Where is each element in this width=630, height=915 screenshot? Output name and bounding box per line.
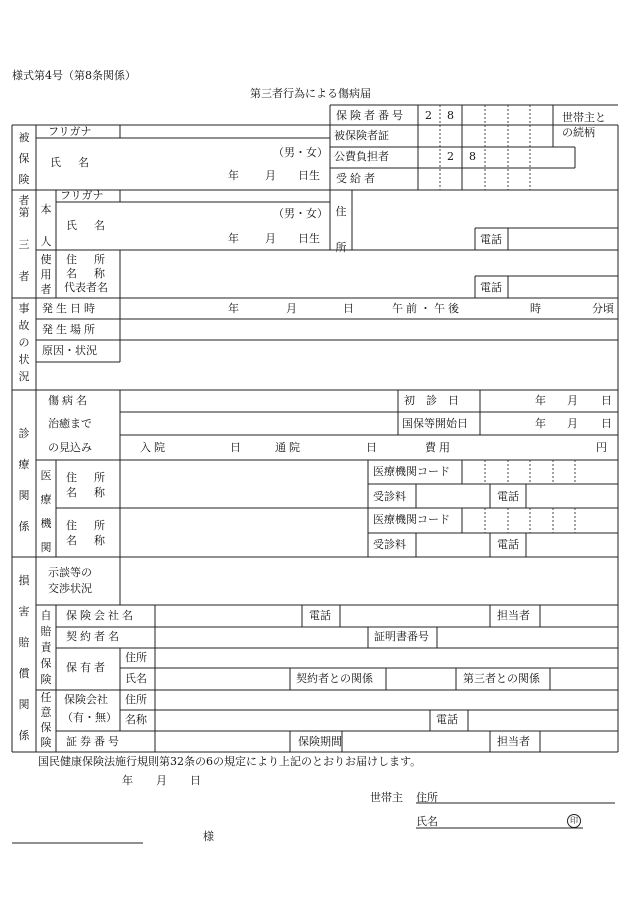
insurer-number-digit-2: 8 [447, 109, 454, 122]
householder-name-label: 氏名 [416, 815, 438, 828]
insured-name-label: 氏 名 [50, 156, 92, 169]
cost-unit: 円 [596, 441, 607, 454]
institution-1-code-label: 医療機関コード [373, 465, 450, 478]
household-relation-label-2: の続柄 [562, 126, 595, 139]
policy-number-label: 証券番号 [66, 735, 122, 748]
insurance-period-label: 保険期間 [298, 735, 342, 748]
insured-section-label: 被保険者 [18, 131, 30, 207]
owner-address-label: 住所 [125, 651, 147, 664]
accident-date-label: 発生日時 [42, 302, 98, 315]
institution-1-fee-label: 受診料 [373, 490, 406, 503]
insurer-number-digit-1: 2 [425, 109, 432, 122]
company-person-label: 担当者 [497, 609, 530, 622]
voluntary-company-sub: （有・無） [62, 711, 117, 724]
institution-1-name-label: 名 称 [66, 486, 108, 499]
form-number: 様式第4号（第8条関係） [12, 69, 136, 82]
accident-day: 日 [343, 302, 354, 315]
public-payer-label: 公費負担者 [334, 150, 389, 163]
insured-cert-label: 被保険者証 [334, 129, 389, 142]
first-visit-month: 月 [567, 394, 578, 407]
third-party-phone-label: 電話 [480, 233, 502, 246]
employer-phone-label: 電話 [480, 281, 502, 294]
footer-month: 月 [156, 774, 167, 787]
public-payer-digit-2: 8 [469, 150, 476, 163]
damages-section-label: 損害賠償関係 [18, 574, 30, 742]
third-party-self-label: 本人 [40, 203, 52, 248]
institution-2-fee-label: 受診料 [373, 538, 406, 551]
settlement-label-1: 示談等の [48, 566, 92, 579]
institution-label: 医療機関 [40, 469, 52, 554]
insured-sex-label: （男・女） [273, 146, 328, 159]
voluntary-insurance-label: 任意保険 [40, 691, 52, 749]
institution-1-address-label: 住 所 [66, 471, 108, 484]
accident-year: 年 [228, 302, 239, 315]
institution-2-phone-label: 電話 [497, 538, 519, 551]
expectation-label-1: 治癒まで [48, 417, 92, 430]
public-start-month: 月 [567, 417, 578, 430]
first-visit-day: 日 [601, 394, 612, 407]
public-start-day: 日 [601, 417, 612, 430]
voluntary-address-label: 住所 [125, 693, 147, 706]
institution-2-address-label: 住 所 [66, 519, 108, 532]
recipient-label: 受給者 [336, 172, 378, 185]
owner-label: 保有者 [66, 661, 108, 674]
third-party-address-label: 住所 [335, 205, 347, 254]
outpatient-label: 通院 [275, 441, 303, 454]
third-party-furigana-label: フリガナ [60, 189, 104, 202]
householder-address-label: 住所 [416, 791, 438, 804]
addressee-suffix: 様 [203, 830, 214, 843]
footer-day: 日 [190, 774, 201, 787]
company-label: 保険会社名 [66, 609, 136, 622]
first-visit-year: 年 [535, 394, 546, 407]
relation-contractor-label: 契約者との関係 [296, 672, 373, 685]
public-start-year: 年 [535, 417, 546, 430]
household-relation-label-1: 世帯主と [562, 111, 606, 124]
cost-label: 費用 [425, 441, 453, 454]
insured-birth-year: 年 [228, 169, 239, 182]
third-party-sex-label: （男・女） [273, 207, 328, 220]
disease-label: 傷病名 [48, 394, 90, 407]
treatment-section-label: 診療関係 [18, 427, 30, 533]
voluntary-person-label: 担当者 [497, 735, 530, 748]
insured-birth-day: 日生 [298, 169, 320, 182]
accident-cause-label: 原因・状況 [42, 344, 97, 357]
institution-1-phone-label: 電話 [497, 490, 519, 503]
third-party-section-label: 第三者 [18, 206, 30, 283]
accident-hour: 時 [530, 302, 541, 315]
insured-furigana-label: フリガナ [48, 125, 92, 138]
accident-minute: 分頃 [592, 302, 614, 315]
owner-name-label: 氏名 [125, 672, 147, 685]
outpatient-days: 日 [366, 441, 377, 454]
institution-2-code-label: 医療機関コード [373, 513, 450, 526]
voluntary-name-label: 名称 [125, 713, 147, 726]
voluntary-company-label: 保険会社 [64, 693, 108, 706]
company-phone-label: 電話 [309, 609, 331, 622]
employer-rep-label: 代表者名 [64, 281, 108, 294]
inpatient-label: 入院 [140, 441, 168, 454]
public-payer-digit-1: 2 [447, 150, 454, 163]
compulsory-insurance-label: 自賠責保険 [40, 609, 52, 686]
first-visit-label: 初 診 日 [404, 394, 459, 407]
expectation-label-2: の見込み [48, 441, 92, 454]
statement: 国民健康保険法施行規則第32条の6の規定により上記のとおりお届けします。 [38, 755, 422, 768]
accident-section-label: 事故の状況 [18, 302, 30, 383]
householder-label: 世帯主 [370, 791, 403, 804]
accident-place-label: 発生場所 [42, 323, 98, 336]
insured-birth-month: 月 [265, 169, 276, 182]
contractor-label: 契約者名 [66, 630, 122, 643]
footer-year: 年 [122, 774, 133, 787]
third-party-birth-month: 月 [265, 232, 276, 245]
relation-third-party-label: 第三者との関係 [463, 672, 540, 685]
cert-number-label: 証明書番号 [374, 630, 429, 643]
employer-name-label: 名 称 [66, 267, 108, 280]
third-party-birth-day: 日生 [298, 232, 320, 245]
employer-address-label: 住 所 [66, 253, 108, 266]
seal-mark: 印 [567, 814, 581, 828]
accident-ampm: 午前・午後 [392, 302, 462, 315]
form-title: 第三者行為による傷病届 [250, 87, 371, 100]
settlement-label-2: 交渉状況 [48, 582, 92, 595]
institution-2-name-label: 名 称 [66, 534, 108, 547]
voluntary-phone-label: 電話 [436, 713, 458, 726]
inpatient-days: 日 [230, 441, 241, 454]
employer-label: 使用者 [40, 253, 52, 296]
public-start-label: 国保等開始日 [402, 417, 468, 430]
third-party-name-label: 氏 名 [66, 219, 108, 232]
third-party-birth-year: 年 [228, 232, 239, 245]
accident-month: 月 [286, 302, 297, 315]
insurer-number-label: 保険者番号 [336, 109, 406, 122]
